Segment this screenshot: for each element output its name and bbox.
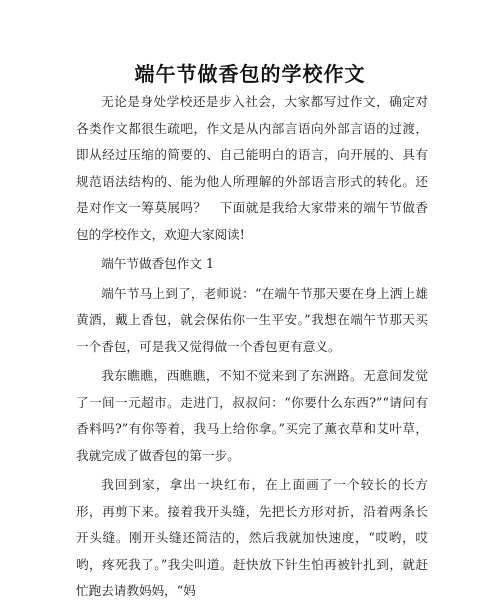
document-body — [76, 89, 428, 605]
section-heading: 端午节做香包作文 1 — [101, 256, 214, 271]
document-title: 端午节做香包的学校作文 — [134, 62, 366, 86]
body-paragraph: 我东瞧瞧，西瞧瞧，不知不觉来到了东洲路。无意间发觉了一间一元超市。走进门，叔叔问：“你要什么东西?”“请问有香料吗?”有你等着，我马上给你拿。”买完了薰衣草和艾叶草，我就完成了做香包的第一步。 — [76, 368, 428, 463]
body-paragraph: 端午节马上到了，老师说：“在端午节那天要在身上洒上雄黄酒，戴上香包，就会保佑你一生平安。”我想在端午节那天买一个香包，可是我又觉得做一个香包更有意义。 — [76, 285, 428, 354]
body-paragraph: 我回到家，拿出一块红布，在上面画了一个较长的长方形，再剪下来。接着我开头缝，先把长方形对折，沿着两条长开头缝。刚开头缝还简洁的，然后我就加快速度，“哎哟，哎哟，疼死我了。”我尖叫道。赶快放下针生怕再被针扎到，就赶忙跑去请教妈妈，“妈 — [76, 477, 428, 598]
intro-paragraph: 无论是身处学校还是步入社会，大家都写过作文，确定对各类作文都很生疏吧，作文是从内部言语向外部言语的过渡，即从经过压缩的简要的、自己能明白的语言，向开展的、具有规范语法结构的、能为他人所理解的外部语言形式的转化。还是对作文一筹莫展吗？ 下面就是我给大家带来的端午节做香包的学校作文，欢迎大家阅读! — [76, 94, 428, 242]
